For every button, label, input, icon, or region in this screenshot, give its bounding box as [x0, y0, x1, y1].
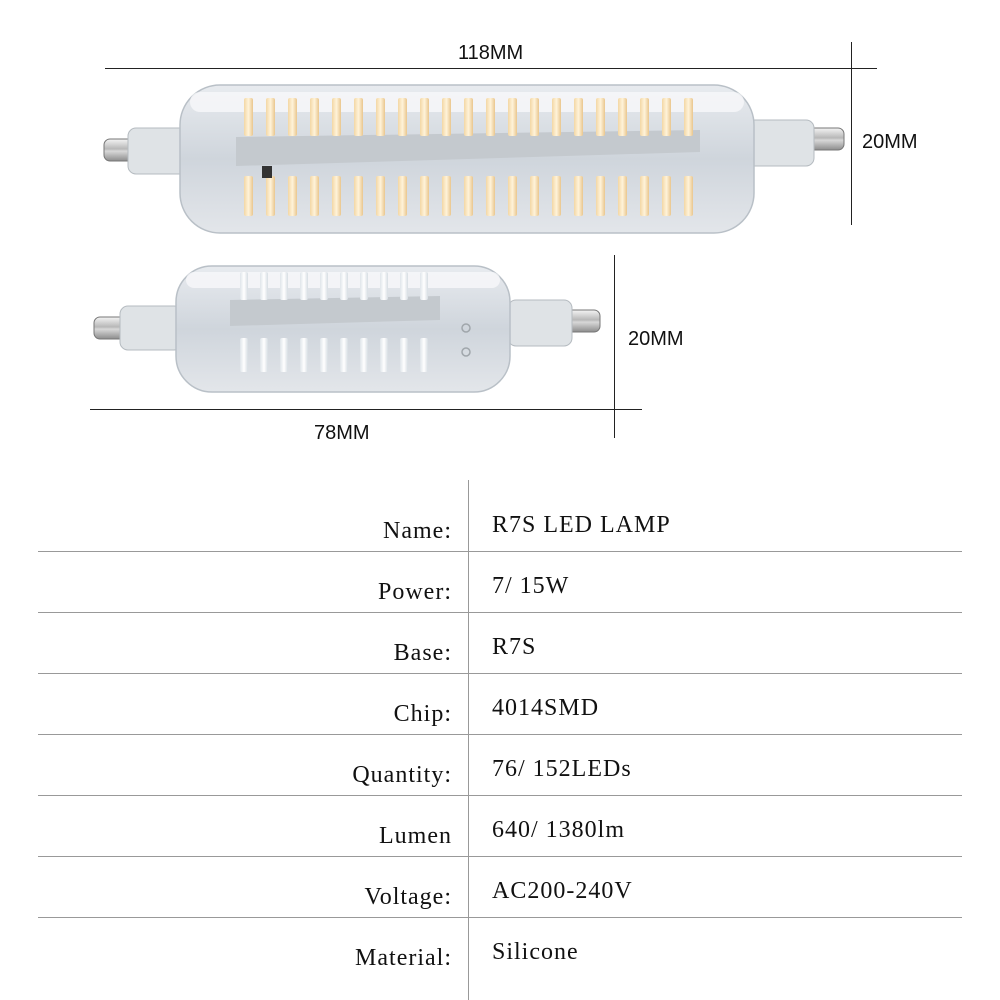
spec-row-name — [38, 490, 962, 552]
spec-label: Chip: — [393, 701, 452, 727]
spec-value: 4014SMD — [492, 695, 600, 721]
spec-value: Silicone — [492, 939, 579, 965]
spec-value: AC200-240V — [492, 878, 633, 904]
spec-label: Name: — [383, 518, 452, 544]
spec-row-quantity — [38, 734, 962, 796]
spec-row-lumen — [38, 795, 962, 857]
spec-table — [0, 480, 1000, 1000]
spec-label: Material: — [355, 945, 452, 971]
spec-row-chip — [38, 673, 962, 735]
spec-value: 76/ 152LEDs — [492, 756, 632, 782]
spec-label: Power: — [378, 579, 452, 605]
bottom-width-label: 78MM — [314, 422, 370, 444]
spec-row-material — [38, 917, 962, 978]
top-height-label: 20MM — [862, 131, 918, 153]
spec-value: 640/ 1380lm — [492, 817, 626, 843]
short-lamp-image — [94, 266, 600, 392]
spec-value: 7/ 15W — [492, 573, 570, 599]
spec-label: Lumen — [379, 823, 452, 849]
spec-label: Voltage: — [364, 884, 452, 910]
spec-row-base — [38, 612, 962, 674]
spec-row-power — [38, 551, 962, 613]
spec-row-voltage — [38, 856, 962, 918]
spec-value: R7S — [492, 634, 537, 660]
long-lamp-image — [104, 85, 844, 233]
spec-label: Quantity: — [352, 762, 452, 788]
bottom-height-label: 20MM — [628, 328, 684, 350]
top-width-label: 118MM — [458, 42, 524, 64]
spec-label: Base: — [393, 640, 452, 666]
lamp-illustrations — [0, 0, 1000, 460]
spec-value: R7S LED LAMP — [492, 512, 671, 538]
